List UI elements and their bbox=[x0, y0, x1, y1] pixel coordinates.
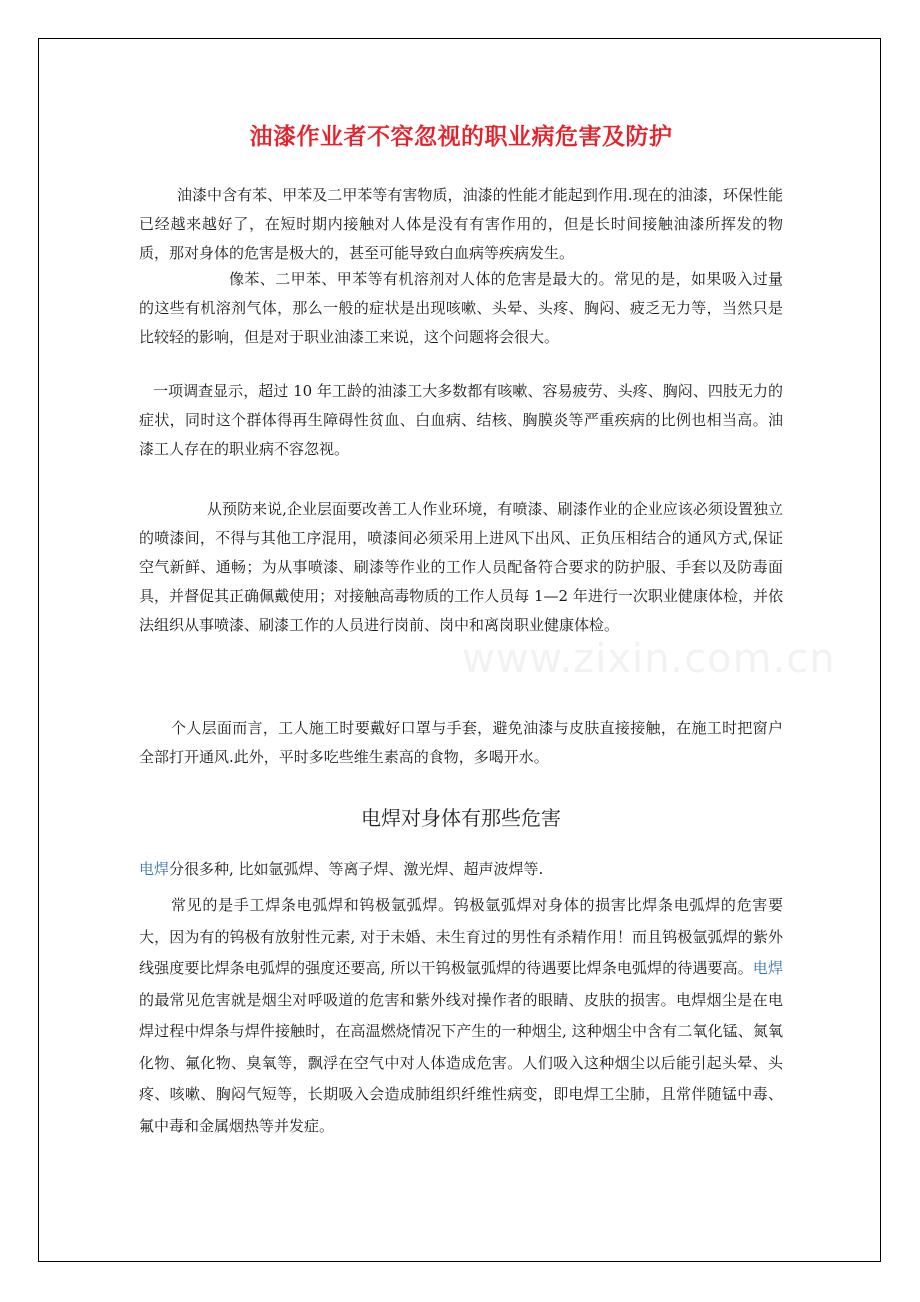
welding-hazards-text-1: 常见的是手工焊条电弧焊和钨极氩弧焊。钨极氩弧焊对身体的损害比焊条电弧焊的危害要大，因为有的钨极有放射性元素, 对于未婚、未生育过的男性有杀精作用！而且钨极氩弧焊的紫外线强度要比焊条电弧焊的强度还要高, 所以干钨极氩弧焊的待遇要比焊条电弧焊的待遇要高。 bbox=[139, 896, 783, 977]
paragraph-solvents: 像苯、二甲苯、甲苯等有机溶剂对人体的危害是最大的。常见的是，如果吸入过量的这些有机溶剂气体，那么一般的症状是出现咳嗽、头晕、头疼、胸闷、疲乏无力等，当然只是比较轻的影响，但是对于职业油漆工来说，这个问题将会很大。 bbox=[139, 270, 783, 346]
section-heading-welding: 电焊对身体有那些危害 bbox=[361, 806, 561, 830]
welding-types-text: 分很多种, 比如氩弧焊、等离子焊、激光焊、超声波焊等. bbox=[169, 860, 544, 878]
paragraph-welding-hazards bbox=[139, 890, 783, 1142]
paragraph-enterprise-prevention: 从预防来说,企业层面要改善工人作业环境，有喷漆、刷漆作业的企业应该必须设置独立的喷漆间，不得与其他工序混用，喷漆间必须采用上进风下出风、正负压相结合的通风方式,保证空气新鲜、通畅；为从事喷漆、刷漆等作业的工作人员配备符合要求的防护服、手套以及防毒面具，并督促其正确佩戴使用；对接触高毒物质的工作人员每 1—2 年进行一次职业健康体检，并依法组织从事喷漆、刷漆工作的人员进行岗前、岗中和离岗职业健康体检。 bbox=[139, 500, 783, 634]
paragraph-intro: 油漆中含有苯、甲苯及二甲苯等有害物质，油漆的性能才能起到作用.现在的油漆，环保性能已经越来越好了，在短时期内接触对人体是没有有害作用的，但是长时间接触油漆所挥发的物质，那对身体的危害是极大的，甚至可能导致白血病等疾病发生。 bbox=[139, 186, 783, 262]
paragraph-welding-types bbox=[139, 855, 783, 884]
paragraph-personal-protection: 个人层面而言，工人施工时要戴好口罩与手套，避免油漆与皮肤直接接触，在施工时把窗户全部打开通风.此外，平时多吃些维生素高的食物，多喝开水。 bbox=[139, 719, 783, 766]
paragraph-survey: 一项调查显示，超过 10 年工龄的油漆工大多数都有咳嗽、容易疲劳、头疼、胸闷、四肢无力的症状，同时这个群体得再生障碍性贫血、白血病、结核、胸膜炎等严重疾病的比例也相当高。油漆工人存在的职业病不容忽视。 bbox=[139, 382, 783, 458]
welding-hazards-text-2: 的最常见危害就是烟尘对呼吸道的危害和紫外线对操作者的眼睛、皮肤的损害。电焊烟尘是在电焊过程中焊条与焊件接触时，在高温燃烧情况下产生的一种烟尘, 这种烟尘中含有二氧化锰、氮氧化物、氟化物、臭氧等，飘浮在空气中对人体造成危害。人们吸入这种烟尘以后能引起头晕、头疼、咳嗽、胸闷气短等，长期吸入会造成肺组织纤维性病变，即电焊工尘肺，且常伴随锰中毒、氟中毒和金属烟热等并发症。 bbox=[139, 990, 783, 1135]
welding-link[interactable]: 电焊 bbox=[139, 860, 170, 878]
welding-link-2[interactable]: 电焊 bbox=[752, 959, 783, 977]
document-title: 油漆作业者不容忽视的职业病危害及防护 bbox=[249, 123, 673, 150]
watermark: www.zixin.com.cn bbox=[462, 636, 836, 682]
